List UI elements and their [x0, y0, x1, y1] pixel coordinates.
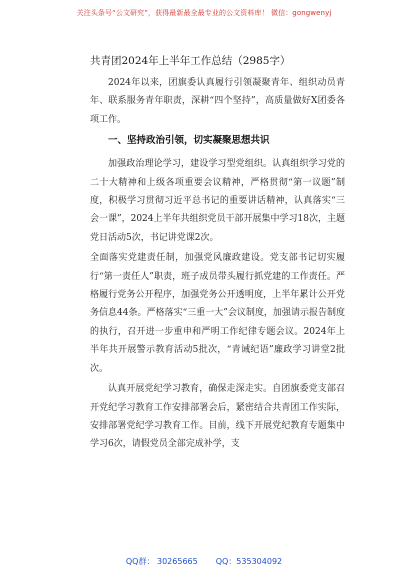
section-heading-1: 一、坚持政治引领，切实凝聚思想共识	[108, 135, 270, 147]
paragraph-discipline-education: 认真开展党纪学习教育，确保走深走实。自团旗委党支部召开党纪学习教育工作安排部署会后，紧密结合共青团工作实际，安排部署党纪学习教育工作。目前，线下开展党纪教育专题集中学习6次，请假党员全部完成补学，支	[90, 384, 345, 450]
paragraph-study: 加强政治理论学习，建设学习型党组织。认真组织学习党的二十大精神和上级各项重要会议精神，严格贯彻“第一议题”制度，积极学习贯彻习近平总书记的重要讲话精神，认真落实“三会一课”，2024上半年共组织党员干部开展集中学习18次，主题党日活动5次，书记讲党课2次。	[90, 159, 345, 243]
footer-qq-group: QQ群： 30265665	[125, 557, 198, 566]
document-title: 共青团2024年上半年工作总结（2985字）	[90, 55, 291, 67]
document-page	[90, 52, 345, 456]
footer-qq: QQ：535304092	[215, 557, 283, 566]
header-banner: 关注头条号“公文研究”，获得最新最全最专业的公文资料库！ 微信：gongwenyj	[76, 9, 332, 17]
footer-contacts	[0, 556, 408, 567]
paragraph-party-building: 全面落实党建责任制，加强党风廉政建设。党支部书记切实履行“第一责任人”职责，班子成员带头履行抓党建的工作责任。严格履行党务公开程序，加强党务公开透明度，上半年累计公开党务信息44条。严格落实“三重一大”会议制度，加强请示报告制度的执行，召开进一步重申和严明工作纪律专题会议。2024年上半年共开展警示教育活动5批次，“青诫纪语”廉政学习讲堂2批次。	[90, 253, 345, 374]
intro-paragraph: 2024年以来，团旗委认真履行引领凝聚青年、组织动员青年、联系服务青年职责，深耕“四个坚持”，高质量做好X团委各项工作。	[90, 78, 345, 125]
